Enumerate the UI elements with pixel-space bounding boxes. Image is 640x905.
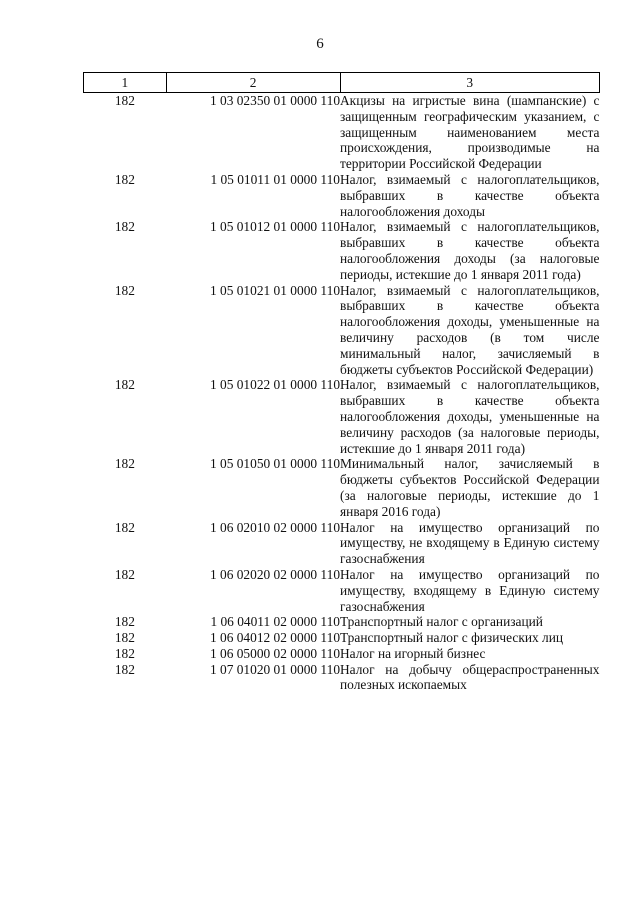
budget-codes-table <box>83 72 600 693</box>
admin-code: 182 <box>114 630 135 646</box>
header-row <box>84 73 600 93</box>
table-header <box>84 73 600 93</box>
revenue-name: Налог, взимаемый с налогоплательщиков, выбравших в качестве объекта налогообложения доходы, уменьшенные на величину расходов (за налоговые периоды, истекшие до 1 января 2011 года) <box>340 377 600 456</box>
admin-code: 182 <box>114 282 135 298</box>
admin-code: 182 <box>114 377 135 393</box>
table-row <box>84 172 600 219</box>
revenue-name: Минимальный налог, зачисляемый в бюджеты субъектов Российской Федерации (за налоговые периоды, истекшие до 1 января 2016 года) <box>340 456 600 519</box>
table-row <box>84 614 600 630</box>
header-col-2: 2 <box>166 73 340 93</box>
budget-classification-code: 1 06 02010 02 0000 110 <box>209 519 341 535</box>
table-row <box>84 662 600 694</box>
admin-code: 182 <box>114 171 135 187</box>
admin-code: 182 <box>114 614 135 630</box>
revenue-name: Налог, взимаемый с налогоплательщиков, выбравших в качестве объекта налогообложения доходы, уменьшенные на величину расходов (в том числе минимальный налог, зачисляемый в бюджеты субъектов Российской Федерации) <box>340 282 600 377</box>
budget-classification-code: 1 06 04011 02 0000 110 <box>210 614 341 630</box>
revenue-name: Транспортный налог с физических лиц <box>340 630 564 646</box>
revenue-name: Транспортный налог с организаций <box>340 614 543 630</box>
budget-classification-code: 1 06 05000 02 0000 110 <box>209 645 341 661</box>
admin-code: 182 <box>114 519 135 535</box>
table-body <box>84 93 600 694</box>
table-row <box>84 456 600 519</box>
budget-classification-code: 1 06 04012 02 0000 110 <box>209 630 341 646</box>
table-row <box>84 520 600 567</box>
table-row <box>84 646 600 662</box>
revenue-name: Налог на добычу общераспространенных полезных ископаемых <box>340 661 600 693</box>
revenue-name: Акцизы на игристые вина (шампанские) с защищенным географическим указанием, с защищенным наименованием места происхождения, производимые на территории Российской Федерации <box>340 93 600 172</box>
budget-classification-code: 1 05 01050 01 0000 110 <box>209 456 341 472</box>
budget-classification-code: 1 05 01022 01 0000 110 <box>209 377 341 393</box>
admin-code: 182 <box>114 219 135 235</box>
revenue-name: Налог на имущество организаций по имуществу, не входящему в Единую систему газоснабжения <box>340 519 600 567</box>
table-row <box>84 567 600 614</box>
revenue-name: Налог, взимаемый с налогоплательщиков, выбравших в качестве объекта налогообложения доходы (за налоговые периоды, истекшие до 1 января 2011 года) <box>340 219 600 282</box>
budget-classification-code: 1 07 01020 01 0000 110 <box>209 661 341 677</box>
budget-classification-code: 1 06 02020 02 0000 110 <box>209 566 341 582</box>
page-number: 6 <box>316 36 324 52</box>
header-col-3: 3 <box>340 73 599 93</box>
table-row <box>84 219 600 282</box>
table-row <box>84 377 600 456</box>
revenue-name: Налог на игорный бизнес <box>340 645 486 661</box>
budget-classification-code: 1 05 01012 01 0000 110 <box>209 219 341 235</box>
admin-code: 182 <box>114 456 135 472</box>
table-row <box>84 283 600 378</box>
table-row <box>84 93 600 172</box>
revenue-name: Налог на имущество организаций по имуществу, входящему в Единую систему газоснабжения <box>340 566 600 614</box>
budget-classification-code: 1 05 01021 01 0000 110 <box>209 282 341 298</box>
budget-classification-code: 1 03 02350 01 0000 110 <box>209 93 341 108</box>
admin-code: 182 <box>114 645 135 661</box>
admin-code: 182 <box>114 661 135 677</box>
header-col-1: 1 <box>84 73 167 93</box>
budget-classification-code: 1 05 01011 01 0000 110 <box>210 171 341 187</box>
admin-code: 182 <box>114 566 135 582</box>
revenue-name: Налог, взимаемый с налогоплательщиков, выбравших в качестве объекта налогообложения доходы <box>340 171 600 219</box>
admin-code: 182 <box>114 93 135 108</box>
table-row <box>84 630 600 646</box>
